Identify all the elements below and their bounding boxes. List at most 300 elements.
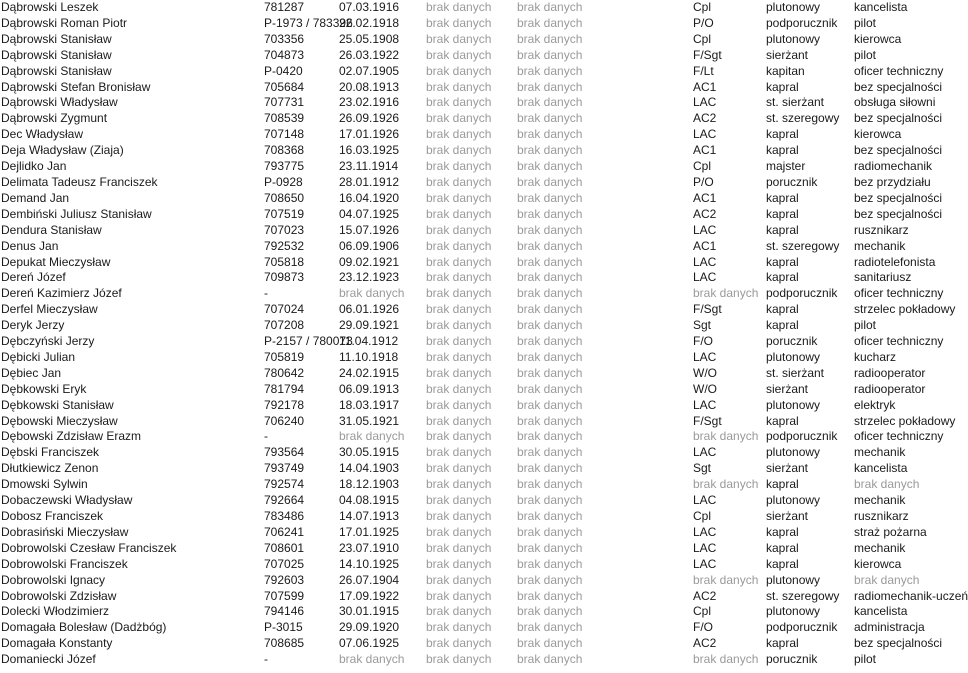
- polish-rank-cell: plutonowy: [766, 397, 821, 412]
- name-cell: Dąbrowski Stanisław: [1, 31, 112, 46]
- notes-cell: brak danych: [517, 254, 583, 269]
- raf-rank-cell: AC2: [693, 206, 717, 221]
- notes-cell: brak danych: [517, 556, 583, 571]
- place-cell: brak danych: [426, 334, 492, 349]
- birth-date-cell: 24.02.1915: [339, 365, 400, 380]
- name-cell: Dendura Stanisław: [1, 222, 102, 237]
- birth-date-cell: 06.09.1906: [339, 238, 400, 253]
- name-cell: Dembiński Juliusz Stanisław: [1, 206, 152, 221]
- birth-date-cell: 23.02.1916: [339, 95, 400, 110]
- name-cell: Demand Jan: [1, 190, 70, 205]
- name-cell: Dębowski Mieczysław: [1, 413, 118, 428]
- birth-date-cell: 06.01.1926: [339, 302, 400, 317]
- table-row: [0, 223, 960, 239]
- notes-cell: brak danych: [517, 334, 583, 349]
- table-row: [0, 16, 960, 32]
- notes-cell: brak danych: [517, 365, 583, 380]
- table-row: [0, 477, 960, 493]
- notes-cell: brak danych: [517, 159, 583, 174]
- table-row: [0, 95, 960, 111]
- birth-date-cell: 18.03.1917: [339, 397, 400, 412]
- service-number-cell: 781287: [264, 0, 305, 14]
- notes-cell: brak danych: [517, 190, 583, 205]
- notes-cell: brak danych: [517, 0, 583, 14]
- polish-rank-cell: kapral: [766, 143, 799, 158]
- raf-rank-cell: brak danych: [693, 572, 759, 587]
- specialty-cell: radiomechanik-uczeń: [854, 588, 968, 603]
- table-row: [0, 286, 960, 302]
- name-cell: Dębiec Jan: [1, 365, 62, 380]
- birth-date-cell: 11.04.1912: [339, 334, 399, 349]
- specialty-cell: bez specjalności: [854, 206, 943, 221]
- raf-rank-cell: AC2: [693, 636, 717, 651]
- birth-date-cell: 16.03.1925: [339, 143, 400, 158]
- notes-cell: brak danych: [517, 31, 583, 46]
- service-number-cell: 707148: [264, 127, 305, 142]
- raf-rank-cell: F/Sgt: [693, 302, 722, 317]
- table-row: [0, 541, 960, 557]
- polish-rank-cell: plutonowy: [766, 445, 821, 460]
- name-cell: Dąbrowski Stefan Bronisław: [1, 79, 151, 94]
- notes-cell: brak danych: [517, 222, 583, 237]
- birth-date-cell: 17.09.1922: [339, 588, 400, 603]
- birth-date-cell: 04.07.1925: [339, 206, 400, 221]
- service-number-cell: 793749: [264, 461, 305, 476]
- service-number-cell: 780642: [264, 365, 305, 380]
- notes-cell: brak danych: [517, 588, 583, 603]
- notes-cell: brak danych: [517, 413, 583, 428]
- service-number-cell: P-3015: [264, 620, 303, 635]
- place-cell: brak danych: [426, 620, 492, 635]
- specialty-cell: obsługa siłowni: [854, 95, 936, 110]
- birth-date-cell: 02.07.1905: [339, 63, 400, 78]
- name-cell: Dębowski Zdzisław Erazm: [1, 429, 142, 444]
- polish-rank-cell: kapral: [766, 270, 799, 285]
- service-number-cell: 703356: [264, 31, 305, 46]
- place-cell: brak danych: [426, 15, 492, 30]
- polish-rank-cell: kapral: [766, 636, 799, 651]
- polish-rank-cell: sierżant: [766, 509, 809, 523]
- raf-rank-cell: Sgt: [693, 318, 712, 333]
- specialty-cell: bez specjalności: [854, 143, 943, 158]
- table-row: [0, 652, 960, 668]
- service-number-cell: 705819: [264, 349, 305, 364]
- name-cell: Dąbrowski Roman Piotr: [1, 15, 128, 30]
- name-cell: Delimata Tadeusz Franciszek: [1, 174, 158, 189]
- name-cell: Dolecki Włodzimierz: [1, 604, 110, 619]
- table-row: [0, 64, 960, 80]
- polish-rank-cell: kapral: [766, 318, 799, 333]
- table-row: [0, 111, 960, 127]
- specialty-cell: bez specjalności: [854, 636, 943, 651]
- polish-rank-cell: kapral: [766, 540, 799, 555]
- notes-cell: brak danych: [517, 493, 583, 508]
- polish-rank-cell: plutonowy: [766, 604, 821, 619]
- place-cell: brak danych: [426, 95, 492, 110]
- name-cell: Dejlidko Jan: [1, 159, 67, 174]
- polish-rank-cell: st. sierżant: [766, 365, 825, 380]
- specialty-cell: mechanik: [854, 493, 906, 508]
- notes-cell: brak danych: [517, 15, 583, 30]
- raf-rank-cell: W/O: [693, 381, 717, 396]
- specialty-cell: mechanik: [854, 540, 906, 555]
- specialty-cell: straż pożarna: [854, 524, 927, 539]
- table-row: [0, 461, 960, 477]
- service-number-cell: 708685: [264, 636, 305, 651]
- name-cell: Dąbrowski Stanisław: [1, 47, 112, 62]
- place-cell: brak danych: [426, 286, 492, 301]
- service-number-cell: 705684: [264, 79, 305, 94]
- raf-rank-cell: brak danych: [693, 477, 759, 492]
- place-cell: brak danych: [426, 493, 492, 508]
- place-cell: brak danych: [426, 47, 492, 62]
- polish-rank-cell: kapral: [766, 206, 799, 221]
- service-number-cell: 704873: [264, 47, 305, 62]
- specialty-cell: oficer techniczny: [854, 286, 944, 301]
- notes-cell: brak danych: [517, 461, 583, 476]
- polish-rank-cell: st. szeregowy: [766, 111, 840, 126]
- specialty-cell: sanitariusz: [854, 270, 912, 285]
- name-cell: Domagała Konstanty: [1, 636, 113, 651]
- place-cell: brak danych: [426, 159, 492, 174]
- birth-date-cell: 30.05.1915: [339, 445, 400, 460]
- polish-rank-cell: kapitan: [766, 63, 805, 78]
- specialty-cell: kancelista: [854, 0, 908, 14]
- place-cell: brak danych: [426, 270, 492, 285]
- raf-rank-cell: AC2: [693, 588, 717, 603]
- birth-date-cell: 31.05.1921: [339, 413, 400, 428]
- polish-rank-cell: sierżant: [766, 461, 809, 476]
- place-cell: brak danych: [426, 556, 492, 571]
- polish-rank-cell: kapral: [766, 302, 799, 317]
- notes-cell: brak danych: [517, 636, 583, 651]
- service-number-cell: 792532: [264, 238, 305, 253]
- birth-date-cell: 07.03.1916: [339, 0, 400, 14]
- service-number-cell: 707519: [264, 206, 305, 221]
- table-row: [0, 127, 960, 143]
- service-number-cell: P-0928: [264, 174, 303, 189]
- name-cell: Deryk Jerzy: [1, 318, 65, 333]
- specialty-cell: radiooperator: [854, 381, 926, 396]
- notes-cell: brak danych: [517, 524, 583, 539]
- place-cell: brak danych: [426, 174, 492, 189]
- place-cell: brak danych: [426, 445, 492, 460]
- raf-rank-cell: F/Sgt: [693, 413, 722, 428]
- specialty-cell: pilot: [854, 652, 877, 667]
- birth-date-cell: 14.07.1913: [339, 509, 400, 523]
- notes-cell: brak danych: [517, 572, 583, 587]
- place-cell: brak danych: [426, 349, 492, 364]
- specialty-cell: radiomechanik: [854, 159, 933, 174]
- table-row: [0, 318, 960, 334]
- service-number-cell: 793775: [264, 159, 305, 174]
- name-cell: Dębkowski Eryk: [1, 381, 87, 396]
- birth-date-cell: 23.12.1923: [339, 270, 400, 285]
- table-row: [0, 302, 960, 318]
- name-cell: Depukat Mieczysław: [1, 254, 111, 269]
- name-cell: Deja Władysław (Ziaja): [1, 143, 124, 158]
- polish-rank-cell: st. szeregowy: [766, 588, 840, 603]
- notes-cell: brak danych: [517, 429, 583, 444]
- notes-cell: brak danych: [517, 381, 583, 396]
- raf-rank-cell: P/O: [693, 174, 714, 189]
- specialty-cell: oficer techniczny: [854, 63, 944, 78]
- polish-rank-cell: kapral: [766, 556, 799, 571]
- raf-rank-cell: LAC: [693, 222, 717, 237]
- specialty-cell: kancelista: [854, 604, 908, 619]
- specialty-cell: pilot: [854, 15, 877, 30]
- table-row: [0, 509, 960, 525]
- service-number-cell: 792664: [264, 493, 305, 508]
- place-cell: brak danych: [426, 429, 492, 444]
- specialty-cell: radiooperator: [854, 365, 926, 380]
- table-row: [0, 191, 960, 207]
- place-cell: brak danych: [426, 509, 492, 523]
- polish-rank-cell: st. sierżant: [766, 95, 825, 110]
- raf-rank-cell: F/O: [693, 620, 713, 635]
- notes-cell: brak danych: [517, 604, 583, 619]
- notes-cell: brak danych: [517, 509, 583, 523]
- notes-cell: brak danych: [517, 477, 583, 492]
- raf-rank-cell: Cpl: [693, 604, 712, 619]
- notes-cell: brak danych: [517, 445, 583, 460]
- place-cell: brak danych: [426, 238, 492, 253]
- table-row: [0, 48, 960, 64]
- name-cell: Dereń Józef: [1, 270, 66, 285]
- service-number-cell: -: [264, 429, 268, 444]
- birth-date-cell: 16.04.1920: [339, 190, 400, 205]
- name-cell: Denus Jan: [1, 238, 59, 253]
- service-number-cell: 707025: [264, 556, 305, 571]
- table-row: [0, 445, 960, 461]
- place-cell: brak danych: [426, 63, 492, 78]
- place-cell: brak danych: [426, 190, 492, 205]
- birth-date-cell: 29.09.1920: [339, 620, 400, 635]
- notes-cell: brak danych: [517, 79, 583, 94]
- notes-cell: brak danych: [517, 127, 583, 142]
- raf-rank-cell: F/Sgt: [693, 47, 722, 62]
- name-cell: Dec Władysław: [1, 127, 84, 142]
- name-cell: Dobrowolski Ignacy: [1, 572, 106, 587]
- raf-rank-cell: LAC: [693, 127, 717, 142]
- place-cell: brak danych: [426, 318, 492, 333]
- place-cell: brak danych: [426, 31, 492, 46]
- raf-rank-cell: LAC: [693, 95, 717, 110]
- notes-cell: brak danych: [517, 111, 583, 126]
- table-row: [0, 382, 960, 398]
- polish-rank-cell: st. szeregowy: [766, 238, 840, 253]
- birth-date-cell: 15.07.1926: [339, 222, 400, 237]
- name-cell: Dobrowolski Franciszek: [1, 556, 128, 571]
- polish-rank-cell: porucznik: [766, 334, 818, 349]
- polish-rank-cell: majster: [766, 159, 806, 174]
- specialty-cell: pilot: [854, 318, 877, 333]
- name-cell: Domaniecki Józef: [1, 652, 96, 667]
- table-row: [0, 493, 960, 509]
- specialty-cell: oficer techniczny: [854, 429, 944, 444]
- specialty-cell: mechanik: [854, 238, 906, 253]
- specialty-cell: elektryk: [854, 397, 896, 412]
- service-number-cell: 792178: [264, 397, 305, 412]
- name-cell: Dobrasiński Mieczysław: [1, 524, 129, 539]
- table-row: [0, 270, 960, 286]
- name-cell: Dębczyński Jerzy: [1, 334, 95, 349]
- polish-rank-cell: sierżant: [766, 381, 809, 396]
- raf-rank-cell: AC1: [693, 79, 717, 94]
- polish-rank-cell: kapral: [766, 477, 799, 492]
- raf-rank-cell: Cpl: [693, 31, 712, 46]
- service-number-cell: 707208: [264, 318, 305, 333]
- birth-date-cell: 26.03.1922: [339, 47, 400, 62]
- polish-rank-cell: plutonowy: [766, 572, 821, 587]
- service-number-cell: 783486: [264, 509, 305, 523]
- polish-rank-cell: sierżant: [766, 47, 809, 62]
- polish-rank-cell: kapral: [766, 79, 799, 94]
- birth-date-cell: 07.06.1925: [339, 636, 400, 651]
- birth-date-cell: 17.01.1925: [339, 524, 400, 539]
- specialty-cell: kierowca: [854, 556, 902, 571]
- table-row: [0, 557, 960, 573]
- specialty-cell: mechanik: [854, 445, 906, 460]
- birth-date-cell: 14.10.1925: [339, 556, 400, 571]
- birth-date-cell: brak danych: [339, 286, 405, 301]
- raf-rank-cell: LAC: [693, 445, 717, 460]
- notes-cell: brak danych: [517, 540, 583, 555]
- birth-date-cell: 28.01.1912: [339, 174, 400, 189]
- specialty-cell: brak danych: [854, 572, 920, 587]
- table-row: [0, 604, 960, 620]
- specialty-cell: kierowca: [854, 31, 902, 46]
- place-cell: brak danych: [426, 111, 492, 126]
- service-number-cell: 708601: [264, 540, 305, 555]
- specialty-cell: kucharz: [854, 349, 897, 364]
- polish-rank-cell: kapral: [766, 222, 799, 237]
- specialty-cell: strzelec pokładowy: [854, 413, 956, 428]
- specialty-cell: pilot: [854, 47, 877, 62]
- specialty-cell: bez przydziału: [854, 174, 931, 189]
- service-number-cell: 705818: [264, 254, 305, 269]
- name-cell: Dobrowolski Zdzisław: [1, 588, 117, 603]
- place-cell: brak danych: [426, 143, 492, 158]
- notes-cell: brak danych: [517, 63, 583, 78]
- table-row: [0, 80, 960, 96]
- notes-cell: brak danych: [517, 620, 583, 635]
- specialty-cell: brak danych: [854, 477, 920, 492]
- place-cell: brak danych: [426, 365, 492, 380]
- raf-rank-cell: LAC: [693, 556, 717, 571]
- service-number-cell: -: [264, 286, 268, 301]
- raf-rank-cell: LAC: [693, 397, 717, 412]
- raf-rank-cell: F/O: [693, 334, 713, 349]
- raf-rank-cell: LAC: [693, 349, 717, 364]
- place-cell: brak danych: [426, 0, 492, 14]
- raf-rank-cell: W/O: [693, 365, 717, 380]
- table-row: [0, 620, 960, 636]
- place-cell: brak danych: [426, 461, 492, 476]
- birth-date-cell: 26.09.1926: [339, 111, 400, 126]
- raf-rank-cell: AC1: [693, 238, 717, 253]
- birth-date-cell: 22.02.1918: [339, 15, 400, 30]
- raf-rank-cell: AC2: [693, 111, 717, 126]
- specialty-cell: administracja: [854, 620, 925, 635]
- raf-rank-cell: brak danych: [693, 429, 759, 444]
- birth-date-cell: 23.11.1914: [339, 159, 399, 174]
- birth-date-cell: 25.05.1908: [339, 31, 400, 46]
- polish-rank-cell: plutonowy: [766, 0, 821, 14]
- table-row: [0, 589, 960, 605]
- table-row: [0, 207, 960, 223]
- name-cell: Dębski Franciszek: [1, 445, 100, 460]
- notes-cell: brak danych: [517, 397, 583, 412]
- birth-date-cell: 09.02.1921: [339, 254, 400, 269]
- name-cell: Dębkowski Stanisław: [1, 397, 114, 412]
- table-row: [0, 573, 960, 589]
- notes-cell: brak danych: [517, 206, 583, 221]
- place-cell: brak danych: [426, 397, 492, 412]
- table-row: [0, 143, 960, 159]
- name-cell: Dobaczewski Władysław: [1, 493, 133, 508]
- notes-cell: brak danych: [517, 47, 583, 62]
- table-row: [0, 429, 960, 445]
- place-cell: brak danych: [426, 604, 492, 619]
- service-number-cell: 707023: [264, 222, 305, 237]
- place-cell: brak danych: [426, 572, 492, 587]
- specialty-cell: rusznikarz: [854, 222, 909, 237]
- place-cell: brak danych: [426, 652, 492, 667]
- polish-rank-cell: kapral: [766, 524, 799, 539]
- notes-cell: brak danych: [517, 270, 583, 285]
- birth-date-cell: 29.09.1921: [339, 318, 400, 333]
- service-number-cell: -: [264, 652, 268, 667]
- raf-rank-cell: F/Lt: [693, 63, 714, 78]
- birth-date-cell: 20.08.1913: [339, 79, 400, 94]
- birth-date-cell: brak danych: [339, 429, 405, 444]
- table-row: [0, 175, 960, 191]
- service-number-cell: 794146: [264, 604, 305, 619]
- place-cell: brak danych: [426, 254, 492, 269]
- notes-cell: brak danych: [517, 238, 583, 253]
- specialty-cell: rusznikarz: [854, 509, 909, 523]
- raf-rank-cell: LAC: [693, 540, 717, 555]
- table-row: [0, 0, 960, 16]
- polish-rank-cell: podporucznik: [766, 620, 838, 635]
- service-number-cell: 708650: [264, 190, 305, 205]
- name-cell: Domagała Bolesław (Dadżbóg): [1, 620, 167, 635]
- service-number-cell: 792574: [264, 477, 305, 492]
- raf-rank-cell: AC1: [693, 190, 717, 205]
- polish-rank-cell: podporucznik: [766, 429, 838, 444]
- name-cell: Dąbrowski Zygmunt: [1, 111, 108, 126]
- raf-rank-cell: brak danych: [693, 286, 759, 301]
- service-number-cell: 707024: [264, 302, 305, 317]
- specialty-cell: bez specjalności: [854, 111, 943, 126]
- service-number-cell: 708368: [264, 143, 305, 158]
- polish-rank-cell: kapral: [766, 254, 799, 269]
- table-row: [0, 636, 960, 652]
- place-cell: brak danych: [426, 524, 492, 539]
- place-cell: brak danych: [426, 127, 492, 142]
- service-number-cell: 707731: [264, 95, 305, 110]
- raf-rank-cell: AC1: [693, 143, 717, 158]
- name-cell: Dąbrowski Stanisław: [1, 63, 112, 78]
- place-cell: brak danych: [426, 588, 492, 603]
- service-number-cell: P-2157 / 780073: [264, 334, 353, 349]
- place-cell: brak danych: [426, 540, 492, 555]
- name-cell: Dąbrowski Władysław: [1, 95, 118, 110]
- polish-rank-cell: kapral: [766, 413, 799, 428]
- table-row: [0, 350, 960, 366]
- birth-date-cell: 26.07.1904: [339, 572, 400, 587]
